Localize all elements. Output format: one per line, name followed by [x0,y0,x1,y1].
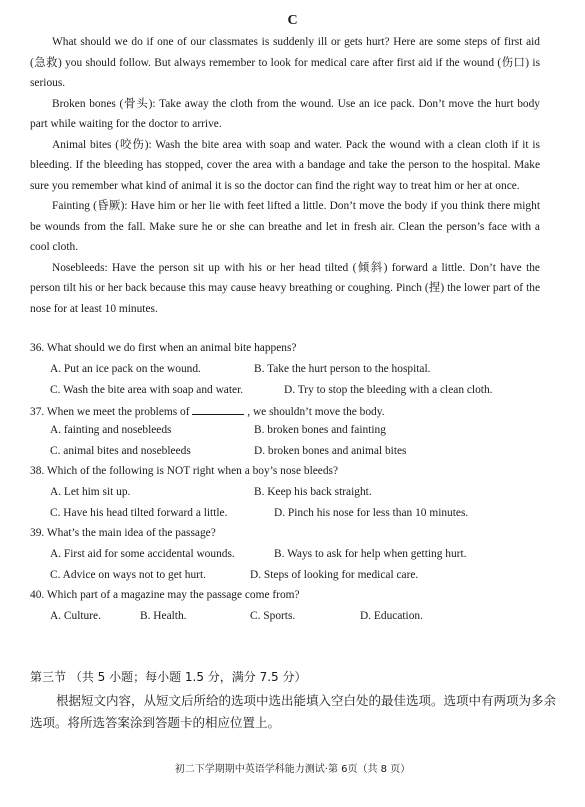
option-c: C. Advice on ways not to get hurt. [50,569,206,581]
passage-paragraph: Fainting (昏厥): Have him or her lie with feet lifted a little. Don’t move the body if you think there might be wounds from the fall. Make sure he or she can breathe and let in fresh air. Clean the person’s face with a cool cloth. [30,200,540,253]
section3-heading: 第三节 （共 5 小题；每小题 1.5 分，满分 7.5 分） [30,670,307,684]
question-stem [30,403,385,418]
option-a: A. fainting and nosebleeds [50,424,172,436]
option-a: A. Culture. [50,610,101,622]
passage-paragraph: What should we do if one of our classmates is suddenly ill or gets hurt? Here are some steps of first aid (急救) you should follow. But always remember to look for medical care after first aid if the wound (伤口) is serious. [30,36,540,89]
question-stem: 40. Which part of a magazine may the passage come from? [30,589,300,601]
passage-paragraph: Nosebleeds: Have the person sit up with his or her head tilted (倾斜) forward a little. Don’t have the person tilt his or her back because this may cause heavy breathing or coughing. Pinch (捏) the lower part of the nose for at least 10 minutes. [30,261,540,315]
option-d: D. broken bones and animal bites [254,445,407,457]
option-b: B. broken bones and fainting [254,424,386,436]
option-c: C. animal bites and nosebleeds [50,445,191,457]
question-stem: 38. Which of the following is NOT right when a boy’s nose bleeds? [30,465,339,477]
section-letter: C [287,13,298,28]
passage-paragraph: Animal bites (咬伤): Wash the bite area with soap and water. Pack the wound with a clean cloth if it is bleeding. If the bleeding has stopped, cover the area with a bandage and take the person to the hospital. Make sure you remember what kind of animal it is so the doctor can find the right way to treat him or her at once. [30,138,540,192]
option-a: A. First aid for some accidental wounds. [50,548,235,560]
option-b: B. Take the hurt person to the hospital. [254,363,431,375]
option-c: C. Wash the bite area with soap and water. [50,384,244,396]
page-footer: 初二下学期期中英语学科能力测试·第 6页（共 8 页） [174,764,411,775]
section3-instructions [30,690,558,734]
option-c: C. Have his head tilted forward a little. [50,507,228,519]
option-b: B. Keep his back straight. [254,486,372,498]
passage-paragraph: Broken bones (骨头): Take away the cloth from the wound. Use an ice pack. Don’t move the hurt body part while waiting for the doctor to arrive. [30,97,540,130]
instructions-text: 根据短文内容，从短文后所给的选项中选出能填入空白处的最佳选项。选项中有两项为多余选项。将所选答案涂到答题卡的相应位置上。 [30,693,557,730]
option-a: A. Let him sit up. [50,486,131,498]
option-d: D. Pinch his nose for less than 10 minutes. [274,507,469,519]
reading-passage [30,32,540,319]
question-stem: 39. What’s the main idea of the passage? [30,527,216,539]
question-stem-end: , we shouldn’t move the body. [247,406,385,418]
option-b: B. Health. [140,610,187,622]
option-b: B. Ways to ask for help when getting hurt. [274,548,467,560]
option-d: D. Steps of looking for medical care. [250,569,419,581]
question-stem-start: 37. When we meet the problems of [30,406,190,418]
option-a: A. Put an ice pack on the wound. [50,363,201,375]
question-stem: 36. What should we do first when an animal bite happens? [30,342,297,354]
option-d: D. Education. [360,610,423,622]
answer-blank [192,403,244,415]
option-c: C. Sports. [250,610,296,622]
option-d: D. Try to stop the bleeding with a clean cloth. [284,384,493,396]
